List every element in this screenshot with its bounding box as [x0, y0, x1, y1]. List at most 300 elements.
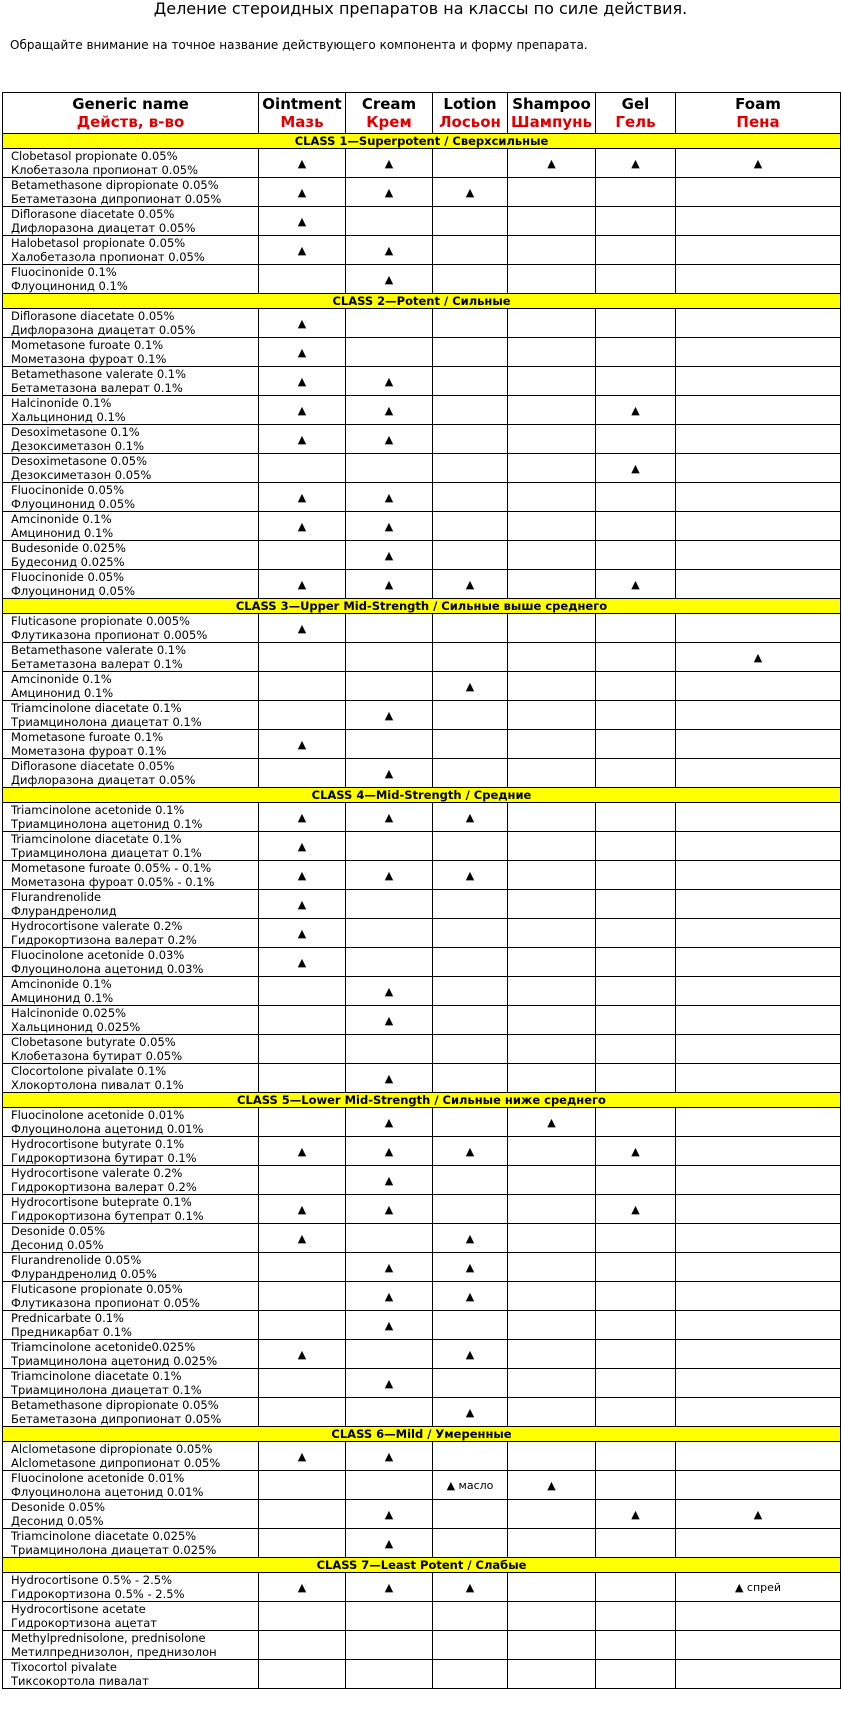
- form-availability-cell: [433, 1500, 508, 1529]
- form-availability-cell: [676, 1253, 841, 1282]
- form-availability-cell: ▲ масло: [433, 1471, 508, 1500]
- form-availability-cell: [508, 338, 596, 367]
- drug-name-en: Flurandrenolide: [11, 890, 102, 904]
- drug-name-cell: [3, 1369, 259, 1398]
- drug-name-cell: [3, 1282, 259, 1311]
- form-availability-cell: ▲: [346, 483, 433, 512]
- form-availability-cell: [508, 1006, 596, 1035]
- table-row: [3, 1398, 841, 1427]
- drug-name-ru: Предникарбат 0.1%: [11, 1325, 132, 1339]
- form-availability-cell: [346, 1398, 433, 1427]
- drug-name-en: Amcinonide 0.1%: [11, 672, 112, 686]
- form-availability-cell: ▲: [346, 759, 433, 788]
- form-availability-cell: [259, 454, 346, 483]
- form-availability-cell: [596, 1471, 676, 1500]
- form-availability-cell: [596, 1631, 676, 1660]
- drug-name-ru: Дифлоразона диацетат 0.05%: [11, 773, 196, 787]
- drug-name-cell: [3, 367, 259, 396]
- table-row: [3, 1471, 841, 1500]
- form-availability-cell: [508, 1500, 596, 1529]
- drug-name-en: Tixocortol pivalate: [11, 1660, 118, 1674]
- form-availability-cell: ▲: [259, 309, 346, 338]
- form-availability-cell: [433, 832, 508, 861]
- form-availability-cell: [346, 1035, 433, 1064]
- form-availability-cell: ▲: [433, 570, 508, 599]
- form-availability-cell: ▲: [346, 265, 433, 294]
- drug-name-ru: Триамцинолона диацетат 0.1%: [11, 1383, 202, 1397]
- table-row: [3, 1529, 841, 1558]
- drug-name-ru: Бетаметазона валерат 0.1%: [11, 657, 183, 671]
- page-title: Деление стероидных препаратов на классы по силе действия.: [153, 0, 688, 18]
- form-availability-cell: [346, 1471, 433, 1500]
- form-availability-cell: [596, 207, 676, 236]
- form-availability-cell: [676, 672, 841, 701]
- form-availability-cell: ▲: [259, 1340, 346, 1369]
- drug-name-cell: [3, 1108, 259, 1137]
- form-availability-cell: ▲: [346, 1253, 433, 1282]
- form-availability-cell: [433, 1660, 508, 1689]
- drug-name-cell: [3, 149, 259, 178]
- form-availability-cell: [259, 1108, 346, 1137]
- table-row: [3, 861, 841, 890]
- form-availability-cell: [596, 701, 676, 730]
- form-availability-cell: [596, 1064, 676, 1093]
- form-availability-cell: ▲: [259, 207, 346, 236]
- drug-name-ru: Флурандренолид: [11, 904, 117, 918]
- form-availability-cell: [676, 265, 841, 294]
- drug-name-en: Triamcinolone diacetate 0.1%: [11, 701, 182, 715]
- drug-name-en: Betamethasone valerate 0.1%: [11, 643, 187, 657]
- form-availability-cell: [433, 338, 508, 367]
- form-availability-cell: ▲: [346, 701, 433, 730]
- class-title: CLASS 7—Least Potent / Слабые: [3, 1558, 841, 1573]
- drug-name-en: Desoximetasone 0.1%: [11, 425, 140, 439]
- form-availability-cell: [596, 948, 676, 977]
- form-availability-cell: ▲: [346, 541, 433, 570]
- form-availability-cell: [508, 541, 596, 570]
- form-availability-cell: ▲: [433, 1224, 508, 1253]
- drug-name-en: Hydrocortisone 0.5% - 2.5%: [11, 1573, 172, 1587]
- form-availability-cell: [676, 483, 841, 512]
- form-availability-cell: ▲: [259, 1224, 346, 1253]
- drug-name-en: Desonide 0.05%: [11, 1500, 106, 1514]
- form-availability-cell: [508, 643, 596, 672]
- form-availability-cell: ▲: [346, 396, 433, 425]
- drug-name-en: Triamcinolone diacetate 0.1%: [11, 1369, 182, 1383]
- form-availability-cell: [346, 1224, 433, 1253]
- form-availability-cell: ▲: [259, 1573, 346, 1602]
- column-header-ru: Шампунь: [511, 113, 592, 131]
- form-availability-cell: [508, 1311, 596, 1340]
- form-availability-cell: [676, 425, 841, 454]
- form-availability-cell: [508, 265, 596, 294]
- form-availability-cell: [508, 701, 596, 730]
- column-header-foam: [676, 93, 841, 134]
- drug-name-cell: [3, 1631, 259, 1660]
- form-availability-cell: [508, 672, 596, 701]
- form-availability-cell: [508, 236, 596, 265]
- form-availability-cell: [676, 1631, 841, 1660]
- table-row: [3, 309, 841, 338]
- form-availability-cell: [508, 890, 596, 919]
- form-availability-cell: ▲: [346, 236, 433, 265]
- table-row: [3, 614, 841, 643]
- drug-name-ru: Триамцинолона ацетонид 0.025%: [11, 1354, 218, 1368]
- form-availability-cell: ▲: [259, 425, 346, 454]
- form-availability-cell: ▲: [596, 149, 676, 178]
- drug-name-cell: [3, 890, 259, 919]
- form-availability-cell: [596, 425, 676, 454]
- table-row: [3, 672, 841, 701]
- form-availability-cell: [433, 643, 508, 672]
- form-availability-cell: ▲: [346, 1573, 433, 1602]
- column-header-ru: Действ, в-во: [76, 113, 185, 131]
- form-availability-cell: [508, 367, 596, 396]
- form-availability-cell: [676, 1340, 841, 1369]
- form-availability-cell: [346, 948, 433, 977]
- form-availability-cell: ▲: [259, 803, 346, 832]
- form-availability-cell: [596, 512, 676, 541]
- form-availability-cell: ▲: [596, 1195, 676, 1224]
- table-row: [3, 1253, 841, 1282]
- form-availability-cell: [676, 541, 841, 570]
- form-availability-cell: [596, 832, 676, 861]
- table-row: [3, 832, 841, 861]
- form-availability-cell: ▲: [433, 1340, 508, 1369]
- form-availability-cell: [259, 1500, 346, 1529]
- class-title: CLASS 5—Lower Mid-Strength / Сильные ниже среднего: [3, 1093, 841, 1108]
- table-row: [3, 338, 841, 367]
- form-availability-cell: [508, 207, 596, 236]
- column-header-en: Foam: [735, 95, 781, 113]
- form-availability-cell: ▲: [346, 367, 433, 396]
- form-availability-cell: [433, 1006, 508, 1035]
- drug-name-ru: Триамцинолона диацетат 0.025%: [11, 1543, 217, 1557]
- drug-name-en: Hydrocortisone butyrate 0.1%: [11, 1137, 185, 1151]
- drug-name-en: Betamethasone dipropionate 0.05%: [11, 178, 219, 192]
- form-availability-cell: [508, 1137, 596, 1166]
- form-availability-cell: [259, 1311, 346, 1340]
- drug-name-cell: [3, 1166, 259, 1195]
- form-availability-cell: [508, 512, 596, 541]
- drug-name-cell: [3, 178, 259, 207]
- form-availability-cell: [433, 512, 508, 541]
- form-availability-cell: [676, 1398, 841, 1427]
- drug-name-cell: [3, 759, 259, 788]
- form-availability-cell: [596, 759, 676, 788]
- class-header-row: [3, 1558, 841, 1573]
- form-availability-cell: [346, 730, 433, 759]
- form-availability-cell: [259, 541, 346, 570]
- column-header-en: Shampoo: [512, 95, 591, 113]
- form-availability-cell: [676, 1064, 841, 1093]
- drug-name-ru: Гидрокортизона ацетат: [11, 1616, 157, 1630]
- form-availability-cell: [508, 1253, 596, 1282]
- form-availability-cell: [433, 614, 508, 643]
- column-header-shampoo: [508, 93, 596, 134]
- form-availability-cell: [508, 483, 596, 512]
- form-availability-cell: [676, 236, 841, 265]
- form-availability-cell: [259, 1369, 346, 1398]
- form-availability-cell: [346, 309, 433, 338]
- drug-name-ru: Мометазона фуроат 0.1%: [11, 744, 167, 758]
- form-availability-cell: [433, 309, 508, 338]
- form-availability-cell: [596, 730, 676, 759]
- table-row: [3, 1311, 841, 1340]
- form-availability-cell: [676, 614, 841, 643]
- form-availability-cell: [508, 570, 596, 599]
- form-availability-cell: ▲: [346, 1529, 433, 1558]
- form-availability-cell: ▲: [259, 367, 346, 396]
- drug-name-en: Methylprednisolone, prednisolone: [11, 1631, 206, 1645]
- drug-name-cell: [3, 483, 259, 512]
- form-availability-cell: [676, 309, 841, 338]
- form-availability-cell: ▲: [676, 643, 841, 672]
- form-availability-cell: [259, 701, 346, 730]
- form-availability-cell: [596, 1311, 676, 1340]
- drug-name-cell: [3, 1500, 259, 1529]
- form-availability-cell: [433, 1064, 508, 1093]
- drug-name-cell: [3, 1471, 259, 1500]
- form-availability-cell: [596, 338, 676, 367]
- drug-name-ru: Триамцинолона диацетат 0.1%: [11, 846, 202, 860]
- form-availability-cell: ▲: [346, 1195, 433, 1224]
- table-row: [3, 977, 841, 1006]
- drug-name-cell: [3, 1035, 259, 1064]
- drug-name-cell: [3, 1442, 259, 1471]
- form-availability-cell: [596, 803, 676, 832]
- form-availability-cell: [676, 178, 841, 207]
- class-title: CLASS 1—Superpotent / Сверхсильные: [3, 134, 841, 149]
- steroid-class-table: [2, 92, 841, 1689]
- form-availability-cell: ▲: [346, 1166, 433, 1195]
- form-availability-cell: [433, 1166, 508, 1195]
- form-availability-cell: ▲: [346, 1064, 433, 1093]
- drug-name-en: Triamcinolone diacetate 0.025%: [11, 1529, 197, 1543]
- form-availability-cell: [676, 919, 841, 948]
- drug-name-cell: [3, 570, 259, 599]
- form-availability-cell: [676, 570, 841, 599]
- form-availability-cell: ▲: [259, 948, 346, 977]
- table-row: [3, 1195, 841, 1224]
- form-availability-cell: [259, 759, 346, 788]
- form-availability-cell: [433, 425, 508, 454]
- drug-name-en: Hydrocortisone valerate 0.2%: [11, 1166, 183, 1180]
- form-availability-cell: ▲: [346, 512, 433, 541]
- drug-name-ru: Дезоксиметазон 0.05%: [11, 468, 152, 482]
- form-availability-cell: [596, 1035, 676, 1064]
- drug-name-ru: Бетаметазона валерат 0.1%: [11, 381, 183, 395]
- class-header-row: [3, 294, 841, 309]
- drug-name-ru: Флуоцинолона ацетонид 0.01%: [11, 1485, 204, 1499]
- form-availability-cell: [676, 396, 841, 425]
- drug-name-cell: [3, 803, 259, 832]
- column-header-ru: Гель: [615, 113, 656, 131]
- form-availability-cell: [596, 1442, 676, 1471]
- form-availability-cell: ▲: [346, 1369, 433, 1398]
- drug-name-en: Clobetasone butyrate 0.05%: [11, 1035, 176, 1049]
- drug-name-ru: Гидрокортизона 0.5% - 2.5%: [11, 1587, 185, 1601]
- form-availability-cell: [676, 1529, 841, 1558]
- drug-name-en: Alclometasone dipropionate 0.05%: [11, 1442, 213, 1456]
- form-availability-cell: [676, 1137, 841, 1166]
- drug-name-cell: [3, 861, 259, 890]
- drug-name-ru: Хальцинонид 0.025%: [11, 1020, 141, 1034]
- class-title: CLASS 2—Potent / Сильные: [3, 294, 841, 309]
- drug-name-ru: Бетаметазона дипропионат 0.05%: [11, 192, 222, 206]
- form-availability-cell: [596, 1282, 676, 1311]
- table-row: [3, 730, 841, 759]
- form-availability-cell: ▲: [596, 570, 676, 599]
- drug-name-ru: Флуоцинонид 0.05%: [11, 584, 136, 598]
- form-availability-cell: [259, 1529, 346, 1558]
- drug-name-ru: Десонид 0.05%: [11, 1238, 104, 1252]
- table-row: [3, 919, 841, 948]
- form-availability-cell: [676, 1311, 841, 1340]
- form-availability-cell: [508, 1064, 596, 1093]
- table-row: [3, 454, 841, 483]
- form-availability-cell: [346, 1631, 433, 1660]
- form-availability-cell: [508, 919, 596, 948]
- form-availability-cell: [346, 338, 433, 367]
- table-row: [3, 265, 841, 294]
- drug-name-en: Diflorasone diacetate 0.05%: [11, 759, 175, 773]
- form-availability-cell: ▲: [433, 1573, 508, 1602]
- form-availability-cell: [596, 1369, 676, 1398]
- form-availability-cell: [508, 948, 596, 977]
- drug-name-cell: [3, 1660, 259, 1689]
- form-availability-cell: [433, 730, 508, 759]
- form-availability-cell: ▲: [433, 178, 508, 207]
- drug-name-ru: Мометазона фуроат 0.05% - 0.1%: [11, 875, 215, 889]
- drug-name-cell: [3, 512, 259, 541]
- form-availability-cell: [676, 701, 841, 730]
- drug-name-ru: Флуоцинолона ацетонид 0.03%: [11, 962, 204, 976]
- class-header-row: [3, 1093, 841, 1108]
- drug-name-ru: Гидрокортизона валерат 0.2%: [11, 1180, 197, 1194]
- form-availability-cell: [596, 890, 676, 919]
- table-row: [3, 1166, 841, 1195]
- drug-name-ru: Будесонид 0.025%: [11, 555, 125, 569]
- form-availability-cell: ▲: [433, 803, 508, 832]
- form-availability-cell: [676, 832, 841, 861]
- drug-name-en: Prednicarbate 0.1%: [11, 1311, 124, 1325]
- form-availability-cell: [433, 701, 508, 730]
- form-availability-cell: [508, 1035, 596, 1064]
- form-availability-cell: [259, 1035, 346, 1064]
- form-availability-cell: [676, 1442, 841, 1471]
- form-availability-cell: [508, 1166, 596, 1195]
- drug-name-en: Halcinonide 0.1%: [11, 396, 112, 410]
- form-availability-cell: ▲: [259, 1137, 346, 1166]
- drug-name-cell: [3, 425, 259, 454]
- form-availability-cell: [433, 1529, 508, 1558]
- drug-name-en: Triamcinolone acetonide 0.1%: [11, 803, 185, 817]
- column-header-en: Cream: [361, 95, 417, 113]
- column-header-ointment: [259, 93, 346, 134]
- form-availability-cell: ▲: [259, 861, 346, 890]
- class-title: CLASS 3—Upper Mid-Strength / Сильные выше среднего: [3, 599, 841, 614]
- form-availability-cell: [676, 1108, 841, 1137]
- form-availability-cell: ▲: [346, 570, 433, 599]
- table-row: [3, 149, 841, 178]
- form-availability-cell: [596, 977, 676, 1006]
- table-header-row: [3, 93, 841, 134]
- form-availability-cell: [676, 730, 841, 759]
- form-availability-cell: [676, 1006, 841, 1035]
- drug-name-en: Fluocinolone acetonide 0.01%: [11, 1471, 185, 1485]
- form-availability-cell: [676, 1166, 841, 1195]
- form-availability-cell: [508, 1529, 596, 1558]
- form-availability-cell: [676, 1660, 841, 1689]
- form-availability-cell: [433, 977, 508, 1006]
- column-header-ru: Пена: [736, 113, 780, 131]
- drug-name-en: Amcinonide 0.1%: [11, 977, 112, 991]
- drug-name-en: Fluocinonide 0.05%: [11, 570, 125, 584]
- table-row: [3, 1035, 841, 1064]
- form-availability-cell: [259, 1006, 346, 1035]
- drug-name-en: Hydrocortisone buteprate 0.1%: [11, 1195, 192, 1209]
- drug-name-en: Hydrocortisone acetate: [11, 1602, 146, 1616]
- drug-name-ru: Бетаметазона дипропионат 0.05%: [11, 1412, 222, 1426]
- column-header-lotion: [433, 93, 508, 134]
- form-availability-cell: [433, 483, 508, 512]
- form-availability-cell: [346, 1660, 433, 1689]
- form-availability-cell: [433, 207, 508, 236]
- form-availability-cell: [433, 1631, 508, 1660]
- table-row: [3, 1340, 841, 1369]
- form-availability-cell: ▲: [259, 236, 346, 265]
- drug-name-ru: Тиксокортола пивалат: [11, 1674, 149, 1688]
- drug-name-cell: [3, 1340, 259, 1369]
- form-availability-cell: ▲: [596, 1500, 676, 1529]
- form-availability-cell: [433, 759, 508, 788]
- form-availability-cell: ▲: [346, 861, 433, 890]
- form-availability-cell: ▲: [259, 919, 346, 948]
- drug-name-cell: [3, 1253, 259, 1282]
- drug-name-cell: [3, 1195, 259, 1224]
- form-availability-cell: [259, 1631, 346, 1660]
- form-availability-cell: ▲: [508, 149, 596, 178]
- table-row: [3, 701, 841, 730]
- drug-name-en: Hydrocortisone valerate 0.2%: [11, 919, 183, 933]
- table-row: [3, 1631, 841, 1660]
- drug-name-cell: [3, 643, 259, 672]
- table-row: [3, 483, 841, 512]
- form-availability-cell: ▲: [596, 1137, 676, 1166]
- drug-name-cell: [3, 207, 259, 236]
- drug-name-en: Fluocinolone acetonide 0.03%: [11, 948, 185, 962]
- form-availability-cell: [346, 454, 433, 483]
- form-availability-cell: [676, 1224, 841, 1253]
- table-row: [3, 367, 841, 396]
- form-availability-cell: ▲: [346, 149, 433, 178]
- form-availability-cell: [508, 309, 596, 338]
- drug-name-en: Diflorasone diacetate 0.05%: [11, 309, 175, 323]
- form-availability-cell: [596, 1529, 676, 1558]
- drug-name-en: Halobetasol propionate 0.05%: [11, 236, 186, 250]
- form-availability-cell: [676, 948, 841, 977]
- drug-name-en: Mometasone furoate 0.1%: [11, 730, 164, 744]
- form-availability-cell: [433, 367, 508, 396]
- form-availability-cell: [259, 1253, 346, 1282]
- form-availability-cell: ▲: [259, 832, 346, 861]
- table-row: [3, 396, 841, 425]
- form-availability-cell: ▲: [508, 1471, 596, 1500]
- form-availability-cell: [508, 730, 596, 759]
- form-availability-cell: [596, 1398, 676, 1427]
- form-availability-cell: ▲: [346, 803, 433, 832]
